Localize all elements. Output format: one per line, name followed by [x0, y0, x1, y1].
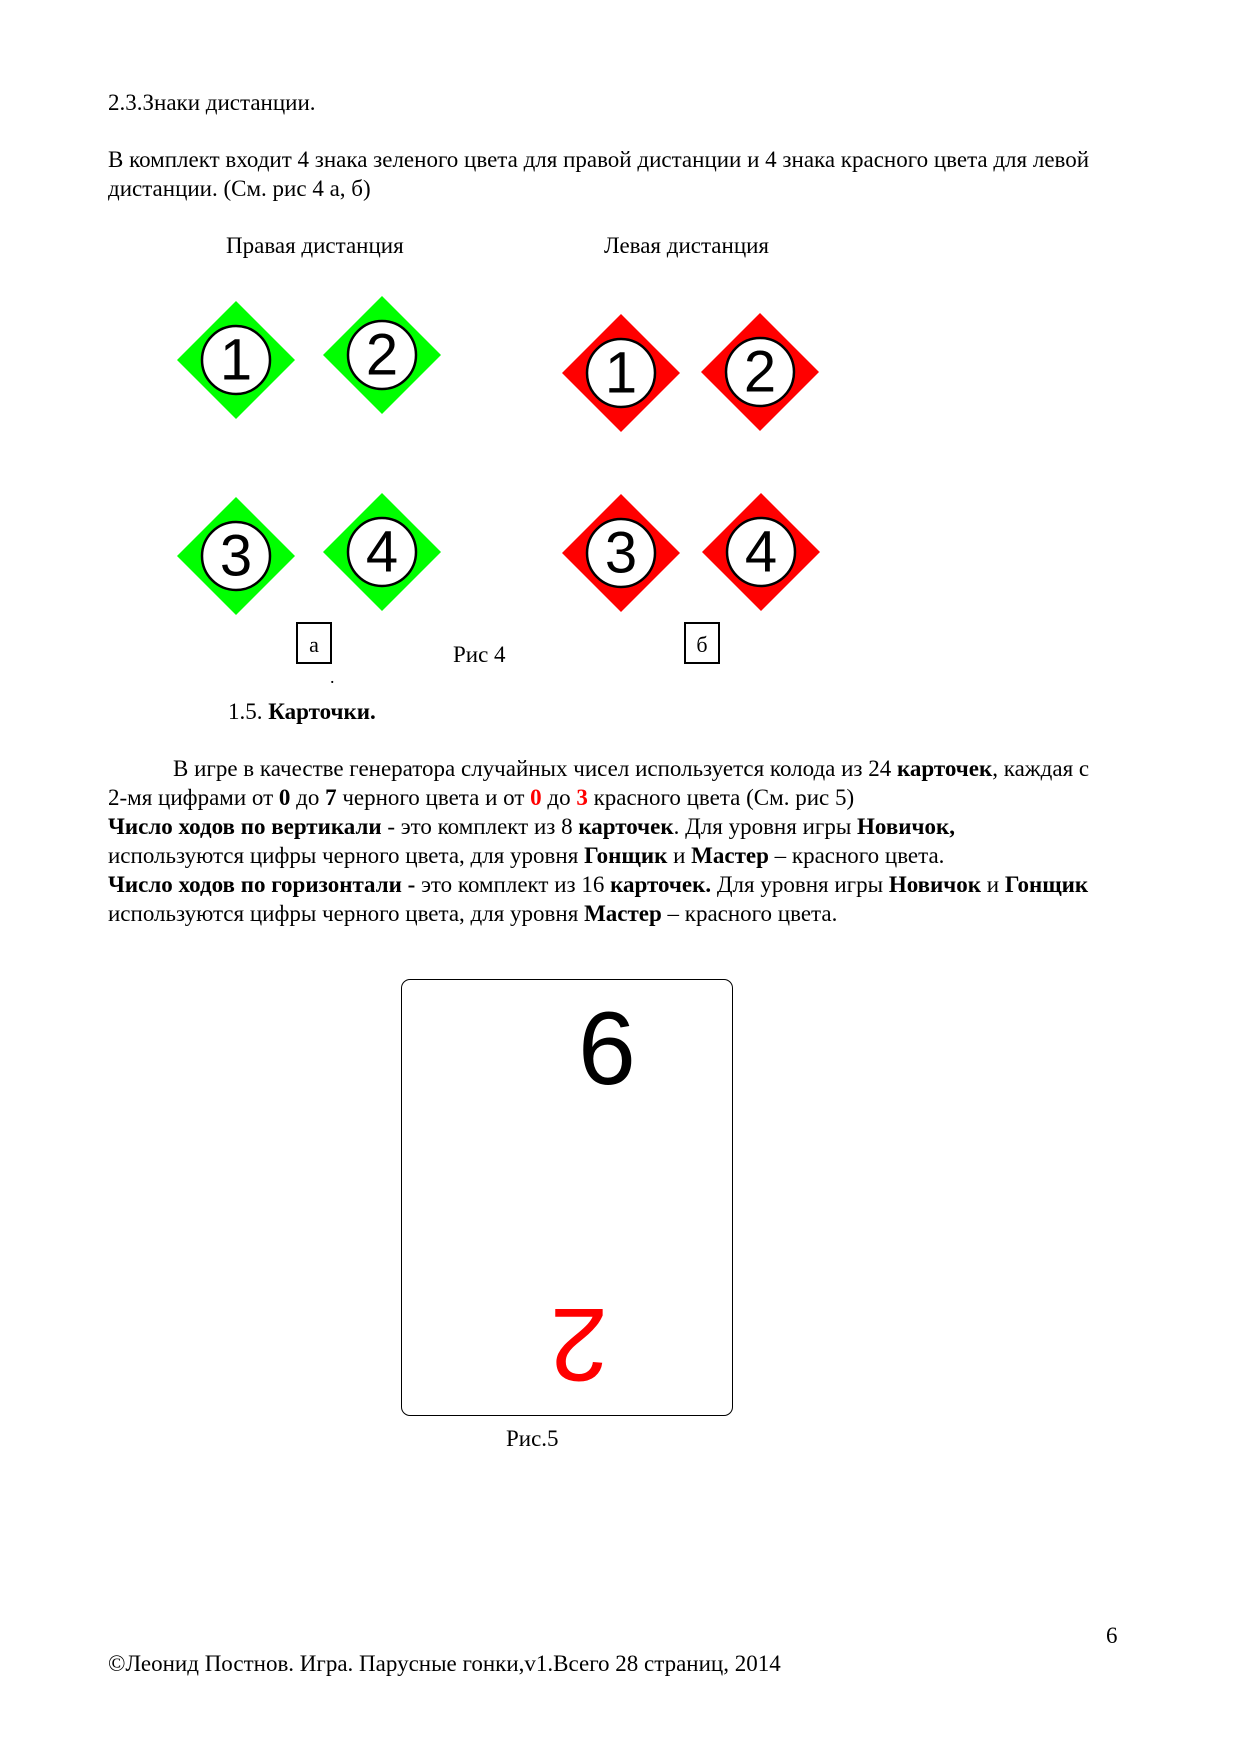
green-sign-4-number: 4 — [365, 519, 399, 585]
red-sign-4 — [702, 493, 820, 611]
card-figure — [401, 979, 733, 1416]
figure-4-caption: Рис 4 — [453, 642, 506, 667]
card-black-number: 6 — [578, 991, 636, 1107]
figure-5-caption: Рис.5 — [506, 1426, 559, 1451]
section-heading: 2.3.Знаки дистанции. — [108, 90, 316, 115]
card-red-number: 2 — [550, 1286, 608, 1402]
intro-line-1: В комплект входит 4 знака зеленого цвета для правой дистанции и 4 знака красного цвета для левой — [108, 147, 1090, 172]
red-sign-2 — [701, 313, 819, 431]
red-sign-3-number: 3 — [604, 520, 638, 586]
footer-copyright: ©Леонид Постнов. Игра. Парусные гонки,v1.Всего 28 страниц, 2014 — [108, 1651, 781, 1676]
green-sign-3 — [177, 497, 295, 615]
red-sign-2-number: 2 — [743, 339, 777, 405]
para1-line1: В игре в качестве генератора случайных чисел используется колода из 24 карточек, каждая с — [173, 756, 1090, 781]
green-sign-4 — [323, 493, 441, 611]
para3-line1: Число ходов по горизонтали - это комплект из 16 карточек. Для уровня игры Новичок и Гонщик — [108, 872, 1089, 897]
green-sign-2 — [323, 296, 441, 414]
green-sign-3-number: 3 — [219, 523, 253, 589]
para3-line2: используются цифры черного цвета, для уровня Мастер – красного цвета. — [108, 901, 838, 926]
figure-label-b: б — [684, 622, 720, 664]
red-sign-3 — [562, 494, 680, 612]
left-distance-label: Левая дистанция — [604, 233, 770, 258]
red-sign-1-number: 1 — [604, 340, 638, 406]
figure-label-a: а — [296, 622, 332, 664]
green-sign-2-number: 2 — [365, 322, 399, 388]
cards-heading-title: Карточки. — [268, 699, 376, 724]
red-sign-4-number: 4 — [744, 519, 778, 585]
cards-heading-number: 1.5. — [228, 699, 263, 724]
cards-heading — [228, 697, 376, 726]
green-sign-1-number: 1 — [219, 327, 253, 393]
red-sign-1 — [562, 314, 680, 432]
para2-line1: Число ходов по вертикали - это комплект из 8 карточек. Для уровня игры Новичок, — [108, 814, 955, 839]
distance-signs-figure — [0, 0, 1240, 700]
intro-line-2: дистанции. (См. рис 4 а, б) — [108, 176, 371, 201]
para2-line2: используются цифры черного цвета, для уровня Гонщик и Мастер – красного цвета. — [108, 843, 945, 868]
stray-dot: . — [330, 667, 335, 687]
page-number: 6 — [1106, 1623, 1118, 1648]
para1-line2: 2-мя цифрами от 0 до 7 черного цвета и от 0 до 3 красного цвета (См. рис 5) — [108, 785, 855, 810]
right-distance-label: Правая дистанция — [226, 233, 404, 258]
green-sign-1 — [177, 301, 295, 419]
